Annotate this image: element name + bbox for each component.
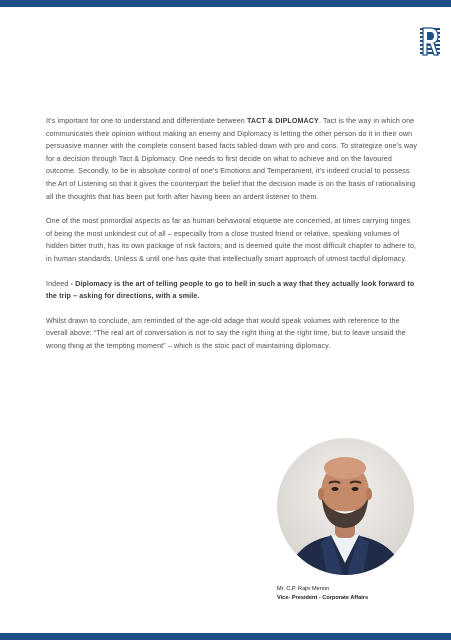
top-accent-bar	[0, 0, 451, 7]
portrait-illustration	[277, 438, 414, 575]
paragraph3-intro: Indeed	[46, 279, 71, 288]
paragraph-etiquette: One of the most primordial aspects as far as human behavioral etiquette are concerned, at times carrying tinges of being the most unkindest cut of all – especially from a close trusted friend or relative, speaking volumes of hidden bitter truth, has its own package of risk factors; and is deemed quite the most difficult chapter to adhere to, in human standards. Unless & until one has quite that intellectually smart approach of utmost tactful diplomacy.	[46, 217, 417, 263]
term-tact: TACT	[246, 117, 266, 125]
bottom-accent-bar	[0, 633, 451, 640]
term-diplomacy: DIPLOMACY	[275, 117, 319, 125]
paragraph-tact-diplomacy	[46, 115, 418, 203]
article-body	[46, 115, 418, 353]
paragraph1-body: . Tact is the way in which one communicates their opinion without making an enemy and Diplomacy is letting the other person do it in their own persuasive manner with the complete consent based facts tabled down with pro and cons. To strategize one’s way for a decision through Tact & Diplomacy. One needs to first decide on what to achieve and on the favoured outcome. Secondly, to be in absolute control of one’s Emotions and Temperament, it’s indeed crucial to possess the Art of Listening so that it gives the counterpart the belief that the decision made is on the basis of rationalising all the thoughts that has been put forth after having been an ardent listener to them.	[46, 117, 417, 201]
author-name: Mr. C.P. Rajiv Menon	[277, 586, 330, 592]
paragraph-definition	[46, 278, 418, 303]
portrait-caption	[277, 585, 368, 603]
author-portrait	[277, 438, 414, 575]
paragraph1-intro: It’s important for one to understand and differentiate between	[46, 117, 247, 125]
paragraph-conclusion: Whilst drawn to conclude, am reminded of the age-old adage that would speak volumes with reference to the overall above: “The real art of conversation is not to say the right thing at the right time, but to leave unsaid the wrong thing at the tempting moment” – which is the stoic pact of maintaining diplomacy.	[46, 316, 406, 350]
company-logo	[419, 18, 441, 58]
term-amp: &	[265, 117, 276, 125]
author-title: Vice- President - Corporate Affairs	[277, 595, 369, 601]
diplomacy-definition-quote: - Diplomacy is the art of telling people to go to hell in such a way that they actually look forward to the trip – asking for directions, with a smile.	[46, 279, 415, 301]
